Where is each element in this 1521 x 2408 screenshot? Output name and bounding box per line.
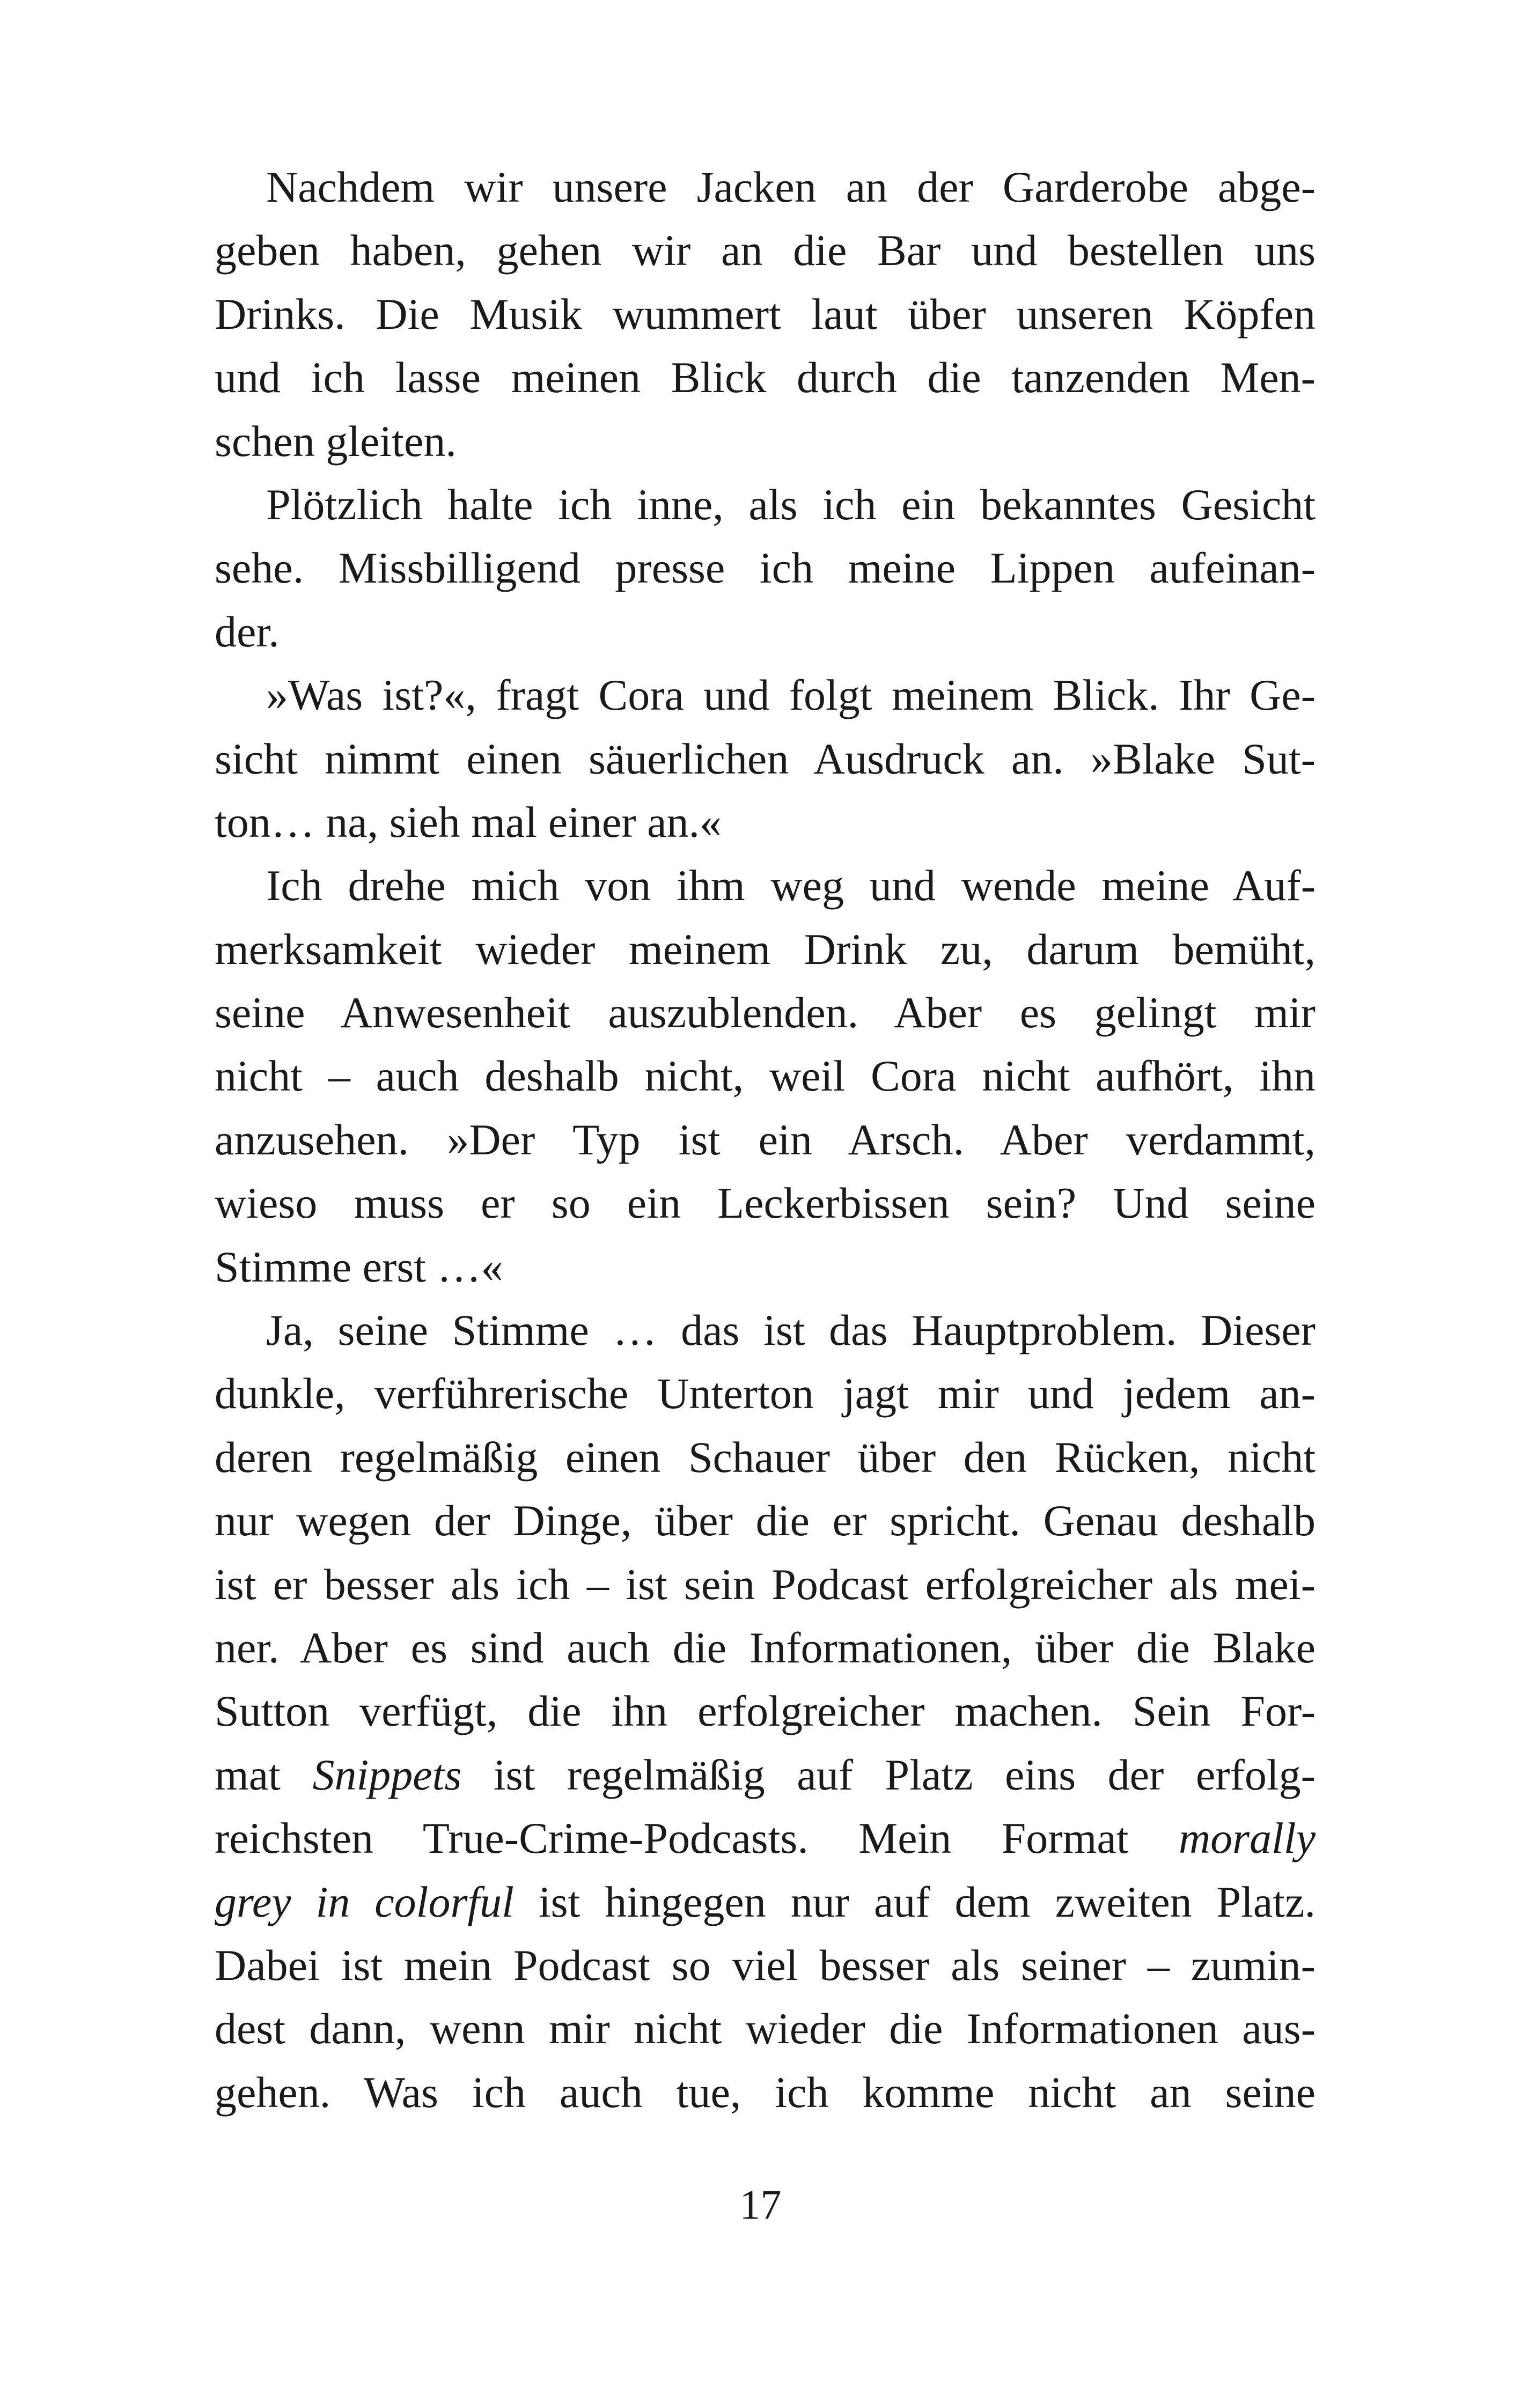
text-line: Dabei ist mein Podcast so viel besser als seiner – zumin- — [215, 1940, 1316, 1990]
podcast-title-morally-grey: grey in colorful — [215, 1877, 514, 1926]
text-line: gehen. Was ich auch tue, ich komme nicht an seine — [215, 2067, 1316, 2117]
text-line: ton… na, sieh mal einer an.« — [215, 797, 722, 846]
podcast-title-snippets: Snippets — [312, 1750, 462, 1799]
text-line: Drinks. Die Musik wummert laut über unseren Köpfen — [215, 289, 1316, 338]
text-line: »Was ist?«, fragt Cora und folgt meinem Blick. Ihr Ge- — [266, 671, 1316, 720]
text-line: sehe. Missbilligend presse ich meine Lippen aufeinan- — [215, 543, 1316, 593]
text-line: sicht nimmt einen säuerlichen Ausdruck an. »Blake Sut- — [215, 734, 1316, 783]
text-line: Ja, seine Stimme … das ist das Hauptproblem. Dieser — [266, 1306, 1316, 1355]
text-line: Sutton verfügt, die ihn erfolgreicher machen. Sein For- — [215, 1687, 1316, 1736]
text-line: schen gleiten. — [215, 416, 457, 466]
page-number: 17 — [739, 2181, 782, 2228]
text-line: ist er besser als ich – ist sein Podcast erfolgreicher als mei- — [215, 1559, 1316, 1609]
text-run: reichsten True-Crime-Podcasts. Mein Format — [215, 1814, 1179, 1863]
text-line: und ich lasse meinen Blick durch die tanzenden Men- — [215, 353, 1316, 402]
text-line: Stimme erst …« — [215, 1242, 503, 1291]
text-line: geben haben, gehen wir an die Bar und bestellen uns — [215, 226, 1316, 275]
text-line: der. — [215, 607, 280, 656]
text-line: nicht – auch deshalb nicht, weil Cora nicht aufhört, ihn — [215, 1051, 1316, 1101]
text-line: Ich drehe mich von ihm weg und wende meine Auf- — [266, 861, 1316, 910]
text-line: dest dann, wenn mir nicht wieder die Informationen aus- — [215, 2004, 1316, 2053]
text-line: ner. Aber es sind auch die Informationen, über die Blake — [215, 1623, 1316, 1672]
podcast-title-morally-grey: morally — [1178, 1814, 1316, 1863]
text-line — [215, 1743, 1316, 1807]
text-line: merksamkeit wieder meinem Drink zu, darum bemüht, — [215, 924, 1316, 974]
text-run: ist regelmäßig auf Platz eins der erfolg- — [461, 1750, 1316, 1799]
text-line: dunkle, verführerische Unterton jagt mir und jedem an- — [215, 1369, 1316, 1418]
text-run: mat — [215, 1750, 313, 1799]
text-line — [215, 1807, 1316, 1870]
text-line: deren regelmäßig einen Schauer über den Rücken, nicht — [215, 1432, 1316, 1482]
text-run: ist hingegen nur auf dem zweiten Platz. — [513, 1877, 1316, 1926]
text-line — [215, 1871, 1316, 1934]
text-line: wieso muss er so ein Leckerbissen sein? Und seine — [215, 1179, 1316, 1228]
text-line: seine Anwesenheit auszublenden. Aber es gelingt mir — [215, 988, 1316, 1037]
body-text — [215, 156, 1316, 2124]
text-line: Nachdem wir unsere Jacken an der Garderobe abge- — [266, 163, 1316, 211]
text-line: Plötzlich halte ich inne, als ich ein bekanntes Gesicht — [266, 480, 1316, 529]
text-line: anzusehen. »Der Typ ist ein Arsch. Aber verdammt, — [215, 1115, 1316, 1164]
text-line: nur wegen der Dinge, über die er spricht. Genau deshalb — [215, 1496, 1316, 1545]
